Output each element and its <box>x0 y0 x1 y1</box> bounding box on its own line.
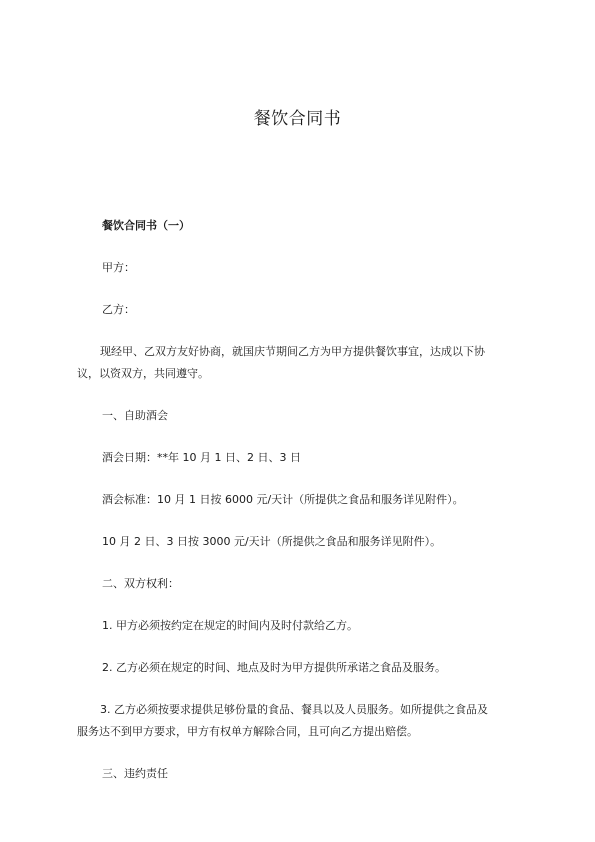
party-date: 酒会日期：**年 10 月 1 日、2 日、3 日 <box>102 451 301 464</box>
intro-paragraph <box>77 341 550 385</box>
section-3-heading: 三、违约责任 <box>102 767 168 780</box>
document-subtitle: 餐饮合同书（一） <box>102 219 190 232</box>
right-2: 2. 乙方必须在规定的时间、地点及时为甲方提供所承诺之食品及服务。 <box>102 661 446 674</box>
document-body <box>77 215 552 785</box>
party-standard: 酒会标准：10 月 1 日按 6000 元/天计（所提供之食品和服务详见附件）。 <box>102 493 464 506</box>
section-2-heading: 二、双方权利： <box>102 577 179 590</box>
page-title: 餐饮合同书 <box>253 109 342 129</box>
right-3-line-2: 服务达不到甲方要求，甲方有权单方解除合同，且可向乙方提出赔偿。 <box>77 725 418 738</box>
intro-line-1: 现经甲、乙双方友好协商，就国庆节期间乙方为甲方提供餐饮事宜，达成以下协 <box>100 345 485 358</box>
right-1: 1. 甲方必须按约定在规定的时间内及时付款给乙方。 <box>102 619 358 632</box>
party-a-label: 甲方： <box>102 261 135 274</box>
intro-line-2: 议，以资双方，共同遵守。 <box>77 367 209 380</box>
section-1-heading: 一、自助酒会 <box>102 409 168 422</box>
right-3-line-1: 3. 乙方必须按要求提供足够份量的食品、餐具以及人员服务。如所提供之食品及 <box>100 703 488 716</box>
party-b-label: 乙方： <box>102 303 135 316</box>
right-3 <box>77 699 550 743</box>
party-standard-2: 10 月 2 日、3 日按 3000 元/天计（所提供之食品和服务详见附件）。 <box>102 535 442 548</box>
